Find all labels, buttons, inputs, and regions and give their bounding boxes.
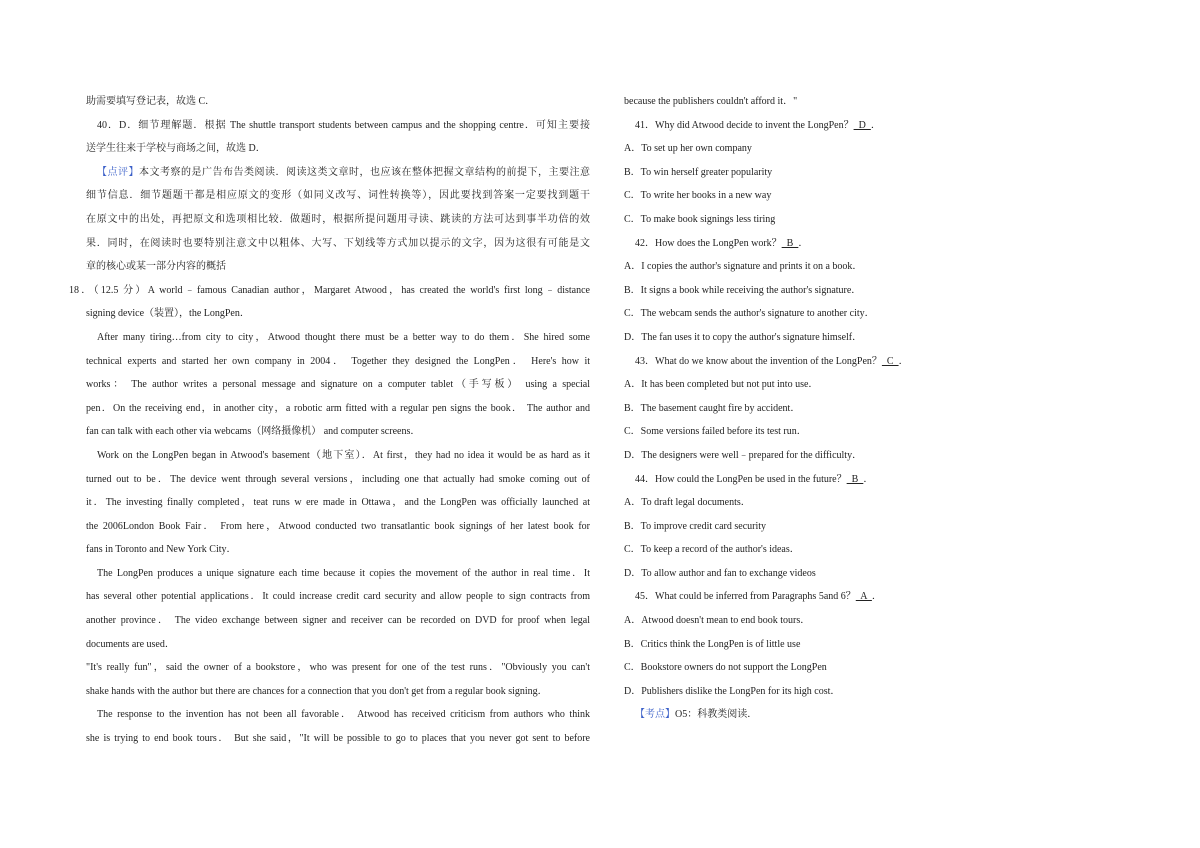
text-line	[86, 350, 590, 374]
line-text: A．Atwood doesn't mean to end book tours．	[624, 615, 811, 627]
text-line	[624, 279, 944, 303]
text-line	[624, 609, 944, 633]
text-line	[624, 114, 944, 138]
line-text: documents are used．	[86, 638, 175, 650]
text-line	[86, 373, 590, 397]
text-line	[624, 90, 944, 114]
text-line	[86, 397, 590, 421]
line-text: B．To improve credit card security	[624, 520, 767, 532]
line-text: C．To write her books in a new way	[624, 190, 772, 202]
line-text: B．The basement caught fire by accident．	[624, 402, 801, 414]
line-text: O5：科教类阅读．	[675, 709, 758, 721]
text-line	[86, 137, 590, 161]
line-text: After many tiring…from city to city，Atwood thought there must be a better way to do them．She hired some	[97, 331, 590, 343]
text-line	[86, 420, 590, 444]
text-line	[624, 562, 944, 586]
text-line	[624, 515, 944, 539]
line-text: 送学生往来于学校与商场之间，故选 D．	[86, 143, 266, 155]
line-text: 45．What could be inferred from Paragraphs 5and 6？	[635, 591, 856, 603]
left-column	[69, 90, 590, 751]
line-text: 果．同时，在阅读时也要特别注意文中以粗体、大写、下划线等方式加以提示的文字，因为这很有可能是文	[86, 237, 590, 249]
line-text: 43．What do we know about the invention of the LongPen？	[635, 355, 882, 367]
text-line	[86, 656, 590, 680]
line-text: D．To allow author and fan to exchange videos	[624, 567, 816, 579]
line-text: 42．How does the LongPen work？	[635, 237, 782, 249]
text-line	[624, 161, 944, 185]
text-line	[624, 444, 944, 468]
text-line	[86, 491, 590, 515]
line-text: 章的核心或某一部分内容的概括	[86, 261, 226, 273]
text-line	[624, 232, 944, 256]
line-text: 本文考察的是广告布告类阅读．阅读这类文章时，也应该在整体把握文章结构的前提下，主要注意	[139, 166, 590, 178]
line-text: C．The webcam sends the author's signature to another city．	[624, 308, 875, 320]
line-text: The LongPen produces a unique signature each time because it copies the movement of the author in real time．It	[97, 567, 590, 579]
text-line	[86, 444, 590, 468]
line-text: A．To set up her own company	[624, 143, 752, 155]
text-line	[86, 184, 590, 208]
line-text: 18．（12.5 分）A world﹣famous Canadian author，Margaret Atwood，has created the world's first long﹣distance	[69, 284, 590, 296]
line-text: The response to the invention has not been all favorable． Atwood has received criticism from authors who think	[97, 709, 590, 721]
answer-blank: D	[853, 119, 871, 131]
line-text: B．Critics think the LongPen is of little use	[624, 638, 801, 650]
text-line	[86, 680, 590, 704]
text-line	[624, 538, 944, 562]
answer-blank: B	[846, 473, 864, 485]
line-text: technical experts and started her own company in 2004． Together they designed the LongPen． Here's how it	[86, 355, 590, 367]
text-line	[86, 161, 590, 185]
line-text: the 2006London Book Fair． From here，Atwood conducted two transatlantic book signings of her latest book for	[86, 520, 590, 532]
line-text: 41．Why did Atwood decide to invent the LongPen？	[635, 119, 854, 131]
line-text: works： The author writes a personal message and signature on a computer tablet（手写板） using a special	[86, 379, 590, 391]
line-text: 助需要填写登记表，故选 C．	[86, 96, 216, 107]
line-text: D．Publishers dislike the LongPen for its high cost．	[624, 685, 841, 697]
text-line	[86, 302, 590, 326]
line-text: Work on the LongPen began in Atwood's basement（地下室）．At first，they had no idea it would be as hard as it	[97, 449, 590, 461]
text-line	[86, 538, 590, 562]
line-text: 细节信息．细节题题干都是相应原文的变形（如同义改写、词性转换等），因此要找到答案一定要找到题干	[86, 190, 590, 202]
line-end: ．	[863, 473, 874, 485]
text-line	[86, 585, 590, 609]
line-text: pen．On the receiving end，in another city，a robotic arm fitted with a regular pen signs the book． The author and	[86, 402, 590, 414]
line-text: C．To keep a record of the author's ideas．	[624, 544, 800, 556]
line-text: signing device（装置），the LongPen．	[86, 308, 250, 320]
line-text: A．To draft legal documents．	[624, 497, 751, 509]
text-line	[86, 90, 590, 114]
line-end: ．	[898, 355, 909, 367]
text-line	[624, 585, 944, 609]
line-text: B．It signs a book while receiving the author's signature．	[624, 284, 862, 296]
text-line	[624, 703, 944, 727]
line-text: A．It has been completed but not put into use．	[624, 379, 819, 391]
line-text: turned out to be．The device went through several versions，including one that actually had smoke coming out of	[86, 473, 590, 485]
text-line	[86, 703, 590, 727]
section-tag: 【点评】	[97, 166, 139, 178]
text-line	[86, 114, 590, 138]
text-line	[86, 468, 590, 492]
text-line	[624, 656, 944, 680]
text-line	[624, 184, 944, 208]
text-line	[624, 373, 944, 397]
text-line	[624, 491, 944, 515]
line-text: 在原文中的出处，再把原文和选项相比较．做题时，根据所提问题用寻读、跳读的方法可达到事半功倍的效	[86, 213, 590, 225]
text-line	[624, 302, 944, 326]
answer-blank: C	[881, 355, 899, 367]
text-line	[624, 468, 944, 492]
line-text: C．Some versions failed before its test run．	[624, 426, 807, 438]
text-line	[624, 208, 944, 232]
line-text: has several other potential applications．It could increase credit card security and allow people to sign contracts from	[86, 591, 590, 603]
line-text: C．To make book signings less tiring	[624, 213, 776, 225]
line-text: D．The fan uses it to copy the author's signature himself．	[624, 331, 863, 343]
text-line	[86, 515, 590, 539]
line-text: "It's really fun"，said the owner of a bookstore，who was present for one of the test runs．"Obviously you can't	[86, 662, 590, 674]
text-line	[86, 633, 590, 657]
text-line	[624, 326, 944, 350]
answer-blank: A	[855, 591, 872, 603]
line-text: another province． The video exchange between signer and receiver can be recorded on DVD for proof when legal	[86, 615, 590, 627]
text-line	[86, 326, 590, 350]
text-line	[624, 633, 944, 657]
text-line	[86, 609, 590, 633]
line-text: C．Bookstore owners do not support the LongPen	[624, 662, 827, 674]
text-line	[624, 397, 944, 421]
text-line	[624, 350, 944, 374]
line-end: ．	[870, 119, 881, 131]
line-text: fans in Toronto and New York City．	[86, 544, 237, 556]
answer-blank: B	[781, 237, 799, 249]
line-text: B．To win herself greater popularity	[624, 166, 773, 178]
line-text: A．I copies the author's signature and prints it on a book．	[624, 261, 863, 273]
line-end: ．	[871, 591, 882, 603]
text-line	[86, 208, 590, 232]
line-text: because the publishers couldn't afford it．"	[624, 96, 798, 107]
text-line	[86, 727, 590, 751]
text-line	[86, 255, 590, 279]
section-tag: 【考点】	[635, 709, 675, 721]
line-text: D．The designers were well﹣prepared for the difficulty．	[624, 449, 863, 461]
line-text: it．The investing finally completed，teat runs w ere made in Ottawa，and the LongPen was officially launched at	[86, 497, 590, 509]
line-text: 44．How could the LongPen be used in the future？	[635, 473, 847, 485]
line-text: 40．D．细节理解题．根据 The shuttle transport students between campus and the shopping centre．可知主要接	[97, 119, 590, 131]
line-end: ．	[798, 237, 809, 249]
right-column	[624, 90, 944, 727]
text-line	[69, 279, 590, 303]
line-text: fan can talk with each other via webcams（网络摄像机） and computer screens．	[86, 426, 421, 438]
text-line	[624, 420, 944, 444]
text-line	[86, 232, 590, 256]
text-line	[624, 137, 944, 161]
line-text: she is trying to end book tours． But she said，"It will be possible to go to places that you never got sent to before	[86, 733, 590, 745]
text-line	[86, 562, 590, 586]
text-line	[624, 680, 944, 704]
line-text: shake hands with the author but there are chances for a connection that you don't get from a regular book signing．	[86, 685, 548, 697]
text-line	[624, 255, 944, 279]
